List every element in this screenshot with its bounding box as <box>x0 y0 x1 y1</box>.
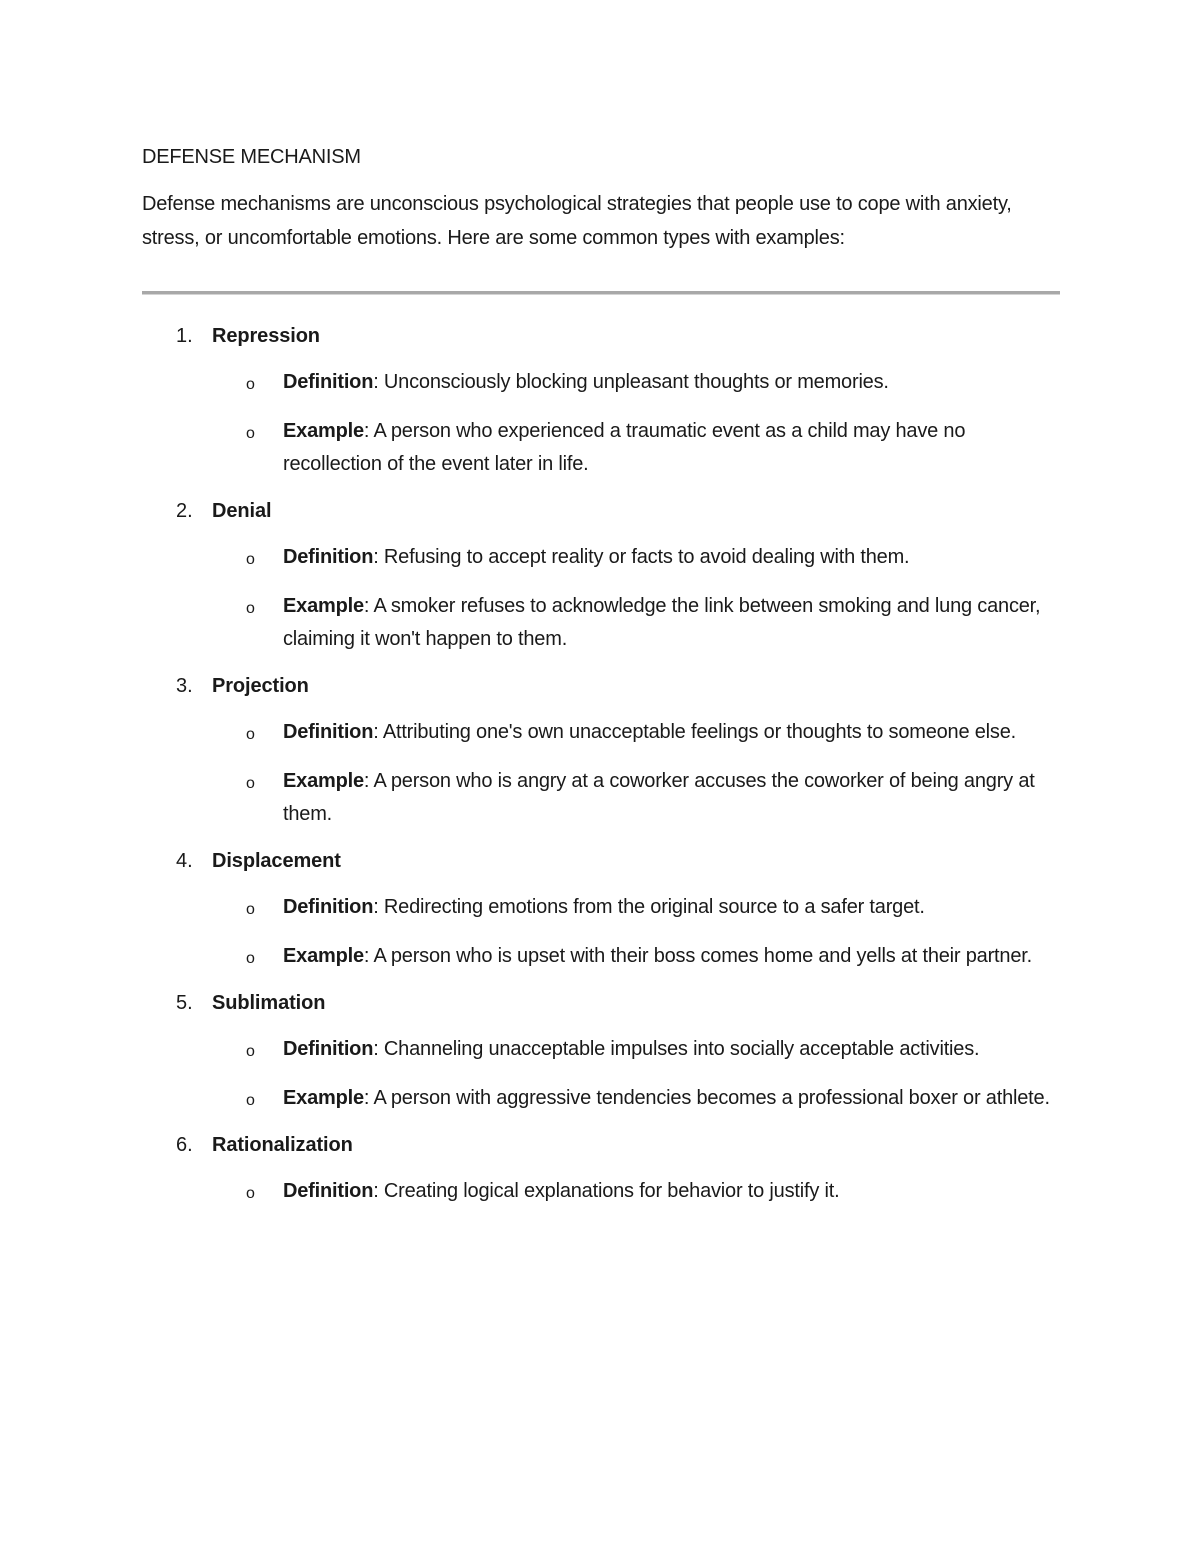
list-number: 5. <box>176 992 193 1014</box>
example-item <box>142 590 1060 656</box>
mechanism-heading <box>142 845 1060 877</box>
mechanism-list <box>142 320 1060 1208</box>
example-label: Example <box>283 770 364 792</box>
definition-text: : Channeling unacceptable impulses into socially acceptable activities. <box>373 1038 980 1060</box>
mechanism-details <box>142 1175 1060 1208</box>
circle-bullet-icon: o <box>246 1043 255 1060</box>
circle-bullet-icon: o <box>246 775 255 792</box>
mechanism-name: Denial <box>212 500 272 522</box>
circle-bullet-icon: o <box>246 726 255 743</box>
list-number: 4. <box>176 850 193 872</box>
definition-label: Definition <box>283 1038 374 1060</box>
definition-item <box>142 541 1060 574</box>
list-number: 2. <box>176 500 193 522</box>
list-number: 6. <box>176 1134 193 1156</box>
definition-item <box>142 891 1060 924</box>
intro-paragraph: Defense mechanisms are unconscious psychological strategies that people use to cope with anxiety, stress, or uncomfortable emotions. Here are some common types with examples: <box>142 193 1012 249</box>
mechanism-name: Repression <box>212 325 320 347</box>
mechanism-projection <box>142 670 1060 831</box>
mechanism-details <box>142 716 1060 831</box>
mechanism-displacement <box>142 845 1060 973</box>
definition-label: Definition <box>283 1180 374 1202</box>
mechanism-heading <box>142 670 1060 702</box>
horizontal-divider <box>142 291 1060 295</box>
definition-text: : Creating logical explanations for behavior to justify it. <box>373 1180 840 1202</box>
definition-text: : Attributing one's own unacceptable feelings or thoughts to someone else. <box>373 721 1016 743</box>
definition-text: : Redirecting emotions from the original source to a safer target. <box>373 896 925 918</box>
circle-bullet-icon: o <box>246 1185 255 1202</box>
example-item <box>142 940 1060 973</box>
mechanism-heading <box>142 320 1060 352</box>
definition-label: Definition <box>283 371 374 393</box>
mechanism-details <box>142 366 1060 481</box>
example-text: : A person who experienced a traumatic event as a child may have no recollection of the event later in life. <box>283 420 966 475</box>
list-number: 3. <box>176 675 193 697</box>
mechanism-details <box>142 1033 1060 1115</box>
circle-bullet-icon: o <box>246 551 255 568</box>
definition-item <box>142 366 1060 399</box>
mechanism-repression <box>142 320 1060 481</box>
example-item <box>142 765 1060 831</box>
definition-label: Definition <box>283 546 374 568</box>
mechanism-name: Rationalization <box>212 1134 353 1156</box>
example-label: Example <box>283 1087 364 1109</box>
mechanism-heading <box>142 495 1060 527</box>
example-text: : A person with aggressive tendencies becomes a professional boxer or athlete. <box>363 1087 1050 1109</box>
example-text: : A person who is angry at a coworker accuses the coworker of being angry at them. <box>283 770 1035 825</box>
mechanism-sublimation <box>142 987 1060 1115</box>
mechanism-denial <box>142 495 1060 656</box>
definition-item <box>142 1175 1060 1208</box>
mechanism-heading <box>142 987 1060 1019</box>
mechanism-details <box>142 891 1060 973</box>
circle-bullet-icon: o <box>246 600 255 617</box>
list-number: 1. <box>176 325 193 347</box>
mechanism-rationalization <box>142 1129 1060 1208</box>
circle-bullet-icon: o <box>246 1092 255 1109</box>
example-item <box>142 415 1060 481</box>
mechanism-name: Projection <box>212 675 309 697</box>
circle-bullet-icon: o <box>246 425 255 442</box>
definition-label: Definition <box>283 896 374 918</box>
definition-label: Definition <box>283 721 374 743</box>
example-item <box>142 1082 1060 1115</box>
mechanism-heading <box>142 1129 1060 1161</box>
definition-item <box>142 1033 1060 1066</box>
document-page <box>142 141 1060 1222</box>
example-label: Example <box>283 945 364 967</box>
example-text: : A person who is upset with their boss comes home and yells at their partner. <box>363 945 1032 967</box>
mechanism-name: Displacement <box>212 850 341 872</box>
mechanism-details <box>142 541 1060 656</box>
definition-text: : Refusing to accept reality or facts to avoid dealing with them. <box>373 546 910 568</box>
definition-item <box>142 716 1060 749</box>
mechanism-name: Sublimation <box>212 992 326 1014</box>
page-title: DEFENSE MECHANISM <box>142 146 361 168</box>
circle-bullet-icon: o <box>246 901 255 918</box>
example-label: Example <box>283 420 364 442</box>
circle-bullet-icon: o <box>246 376 255 393</box>
circle-bullet-icon: o <box>246 950 255 967</box>
definition-text: : Unconsciously blocking unpleasant thoughts or memories. <box>373 371 889 393</box>
example-text: : A smoker refuses to acknowledge the link between smoking and lung cancer, claiming it won't happen to them. <box>283 595 1041 650</box>
example-label: Example <box>283 595 364 617</box>
